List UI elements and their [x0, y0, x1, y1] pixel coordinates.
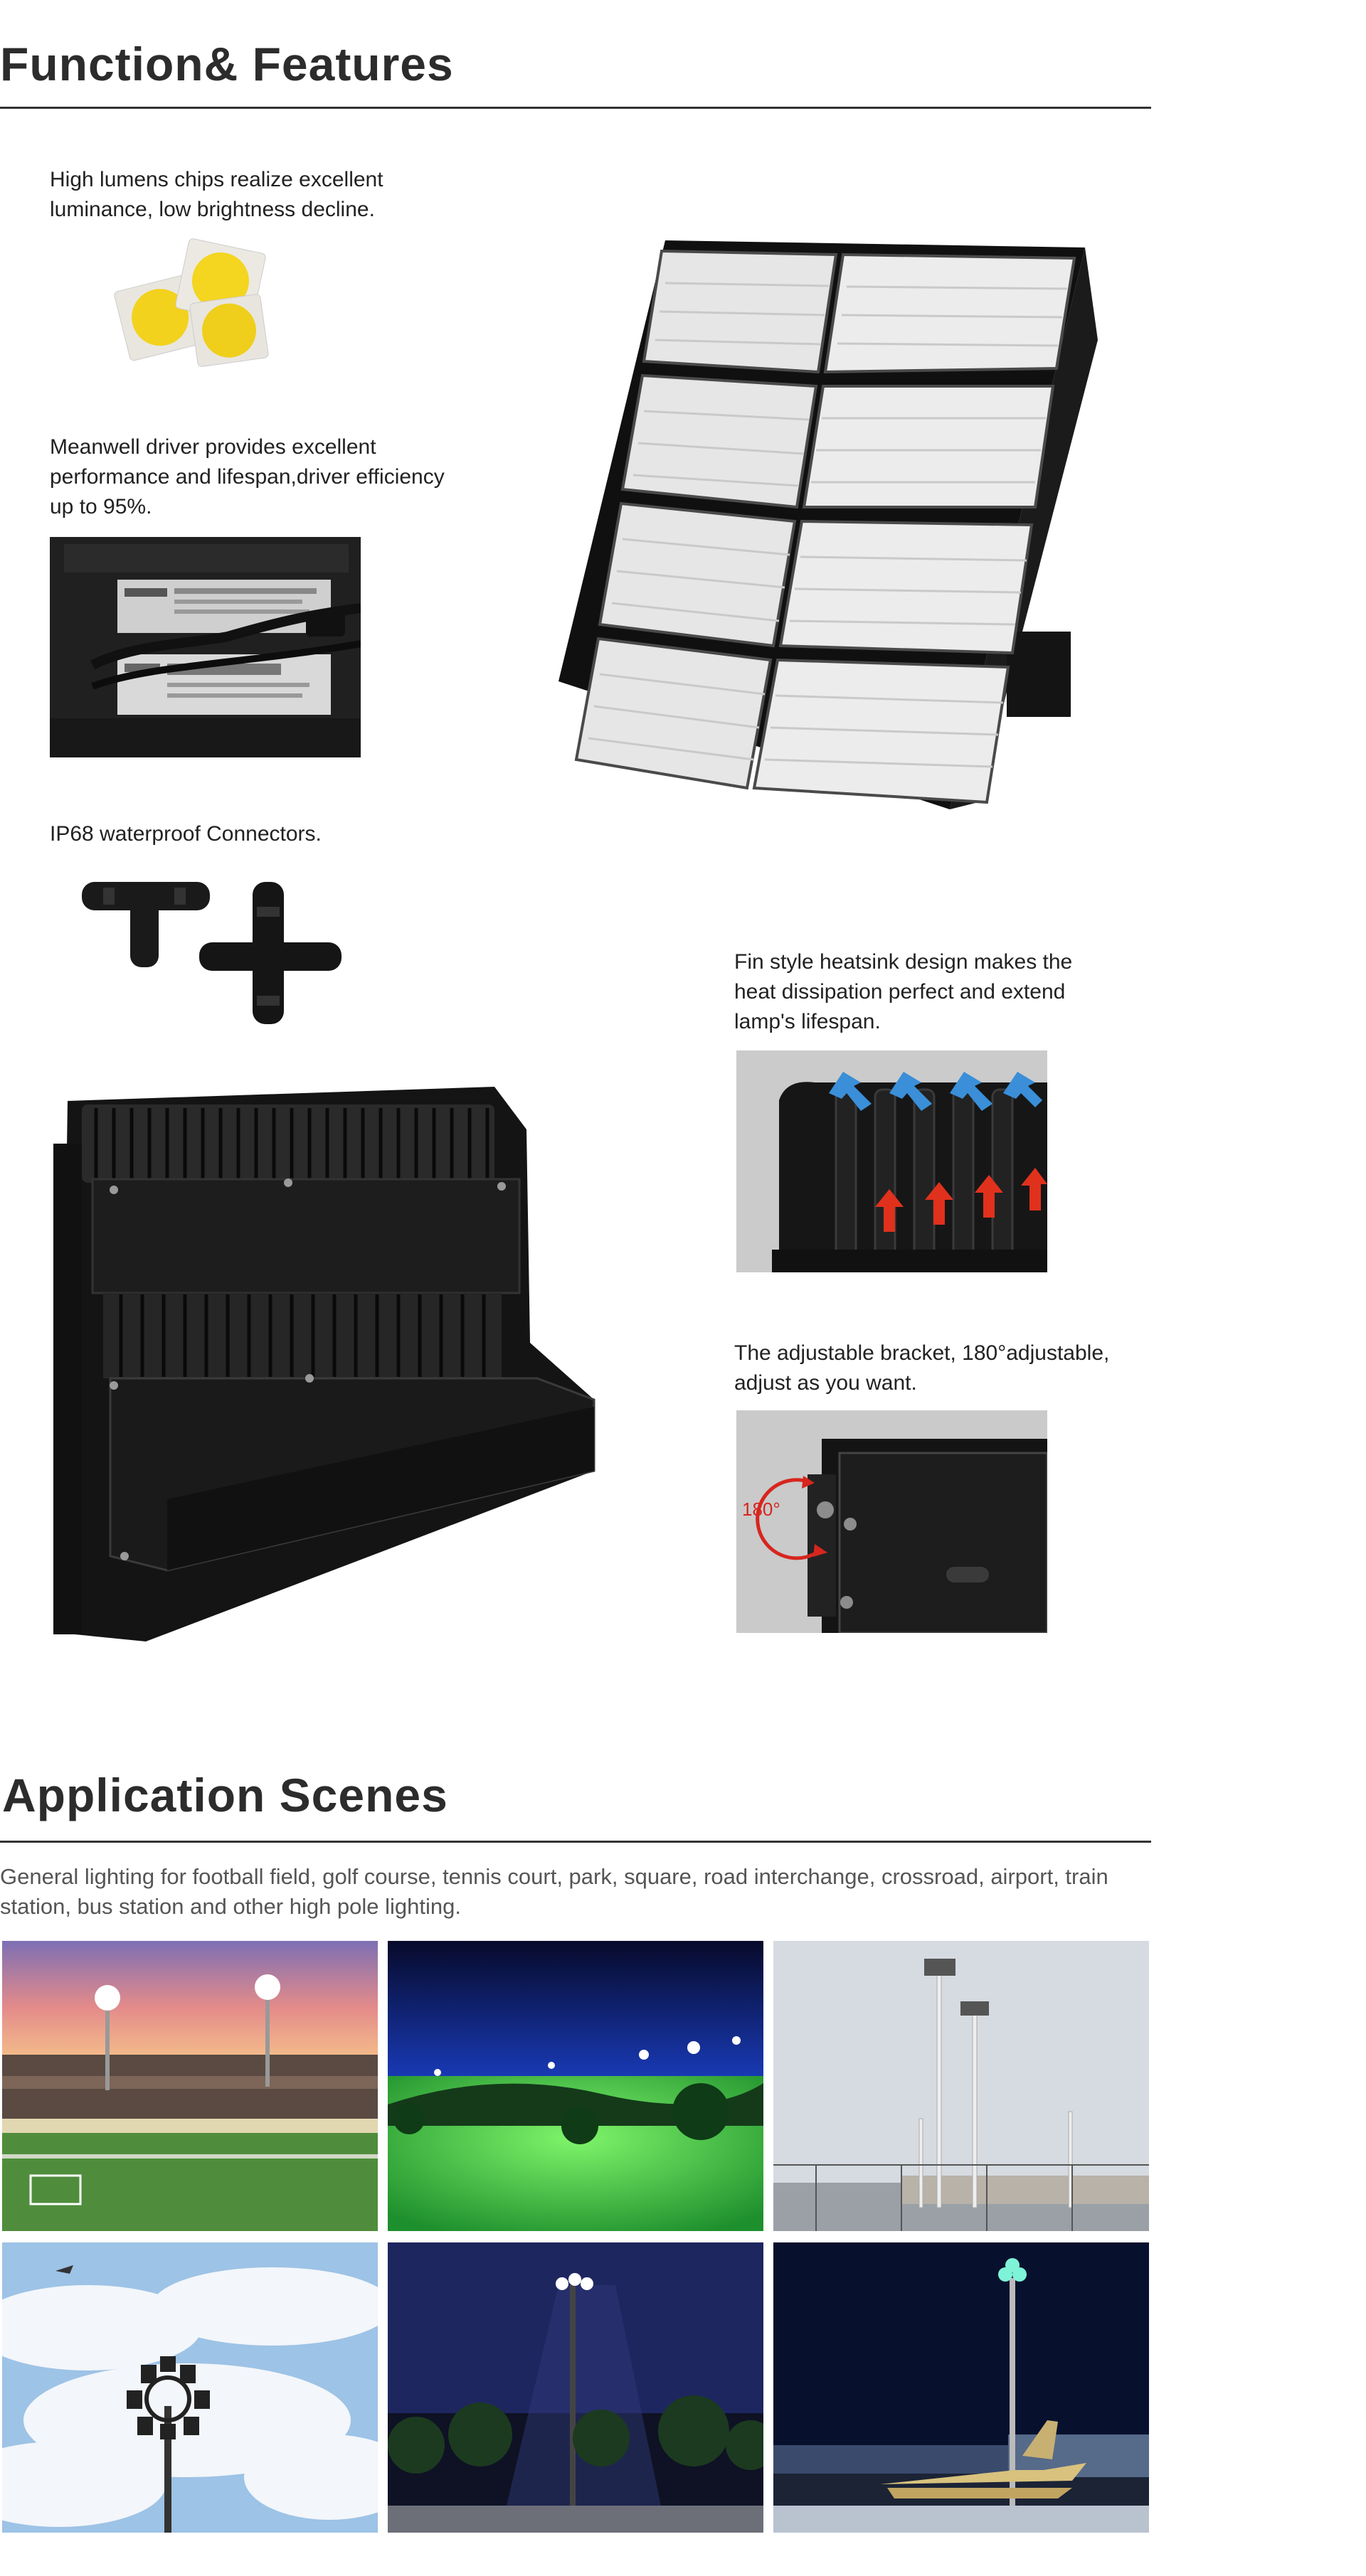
scene-high-mast-sky-image: [2, 2242, 378, 2533]
features-title: Function& Features: [0, 38, 454, 90]
flood-light-back-image: [53, 1073, 608, 1656]
adjustable-bracket-image: [736, 1410, 1047, 1633]
feature-driver-caption: Meanwell driver provides excellent performance and lifespan,driver efficiency up to 95%.: [50, 435, 445, 518]
application-divider: [0, 1841, 1151, 1843]
scene-golf-course-image: [388, 1941, 763, 2231]
feature-connectors-caption: IP68 waterproof Connectors.: [50, 822, 322, 846]
features-divider: [0, 107, 1151, 109]
led-chips-image: [114, 238, 277, 373]
feature-heatsink-caption: Fin style heatsink design makes the heat dissipation perfect and extend lamp's lifespan.: [734, 950, 1073, 1033]
feature-bracket-caption: The adjustable bracket, 180°adjustable, adjust as you want.: [734, 1341, 1110, 1395]
scene-tennis-court-image: [773, 1941, 1149, 2231]
scene-park-night-image: [388, 2242, 763, 2533]
heatsink-detail-image: [736, 1050, 1047, 1272]
application-description: General lighting for football field, golf course, tennis court, park, square, road interchange, crossroad, airport, train station, bus station and other high pole lighting.: [0, 1864, 1108, 1919]
application-title: Application Scenes: [2, 1769, 448, 1821]
meanwell-driver-image: [50, 537, 361, 757]
bracket-angle-label: 180°: [742, 1499, 780, 1520]
waterproof-connectors-image: [75, 868, 345, 1024]
scene-football-stadium-image: [2, 1941, 378, 2231]
flood-light-front-image: [551, 233, 1106, 816]
scene-airport-apron-image: [773, 2242, 1149, 2533]
feature-chips-caption: High lumens chips realize excellent luminance, low brightness decline.: [50, 168, 383, 221]
